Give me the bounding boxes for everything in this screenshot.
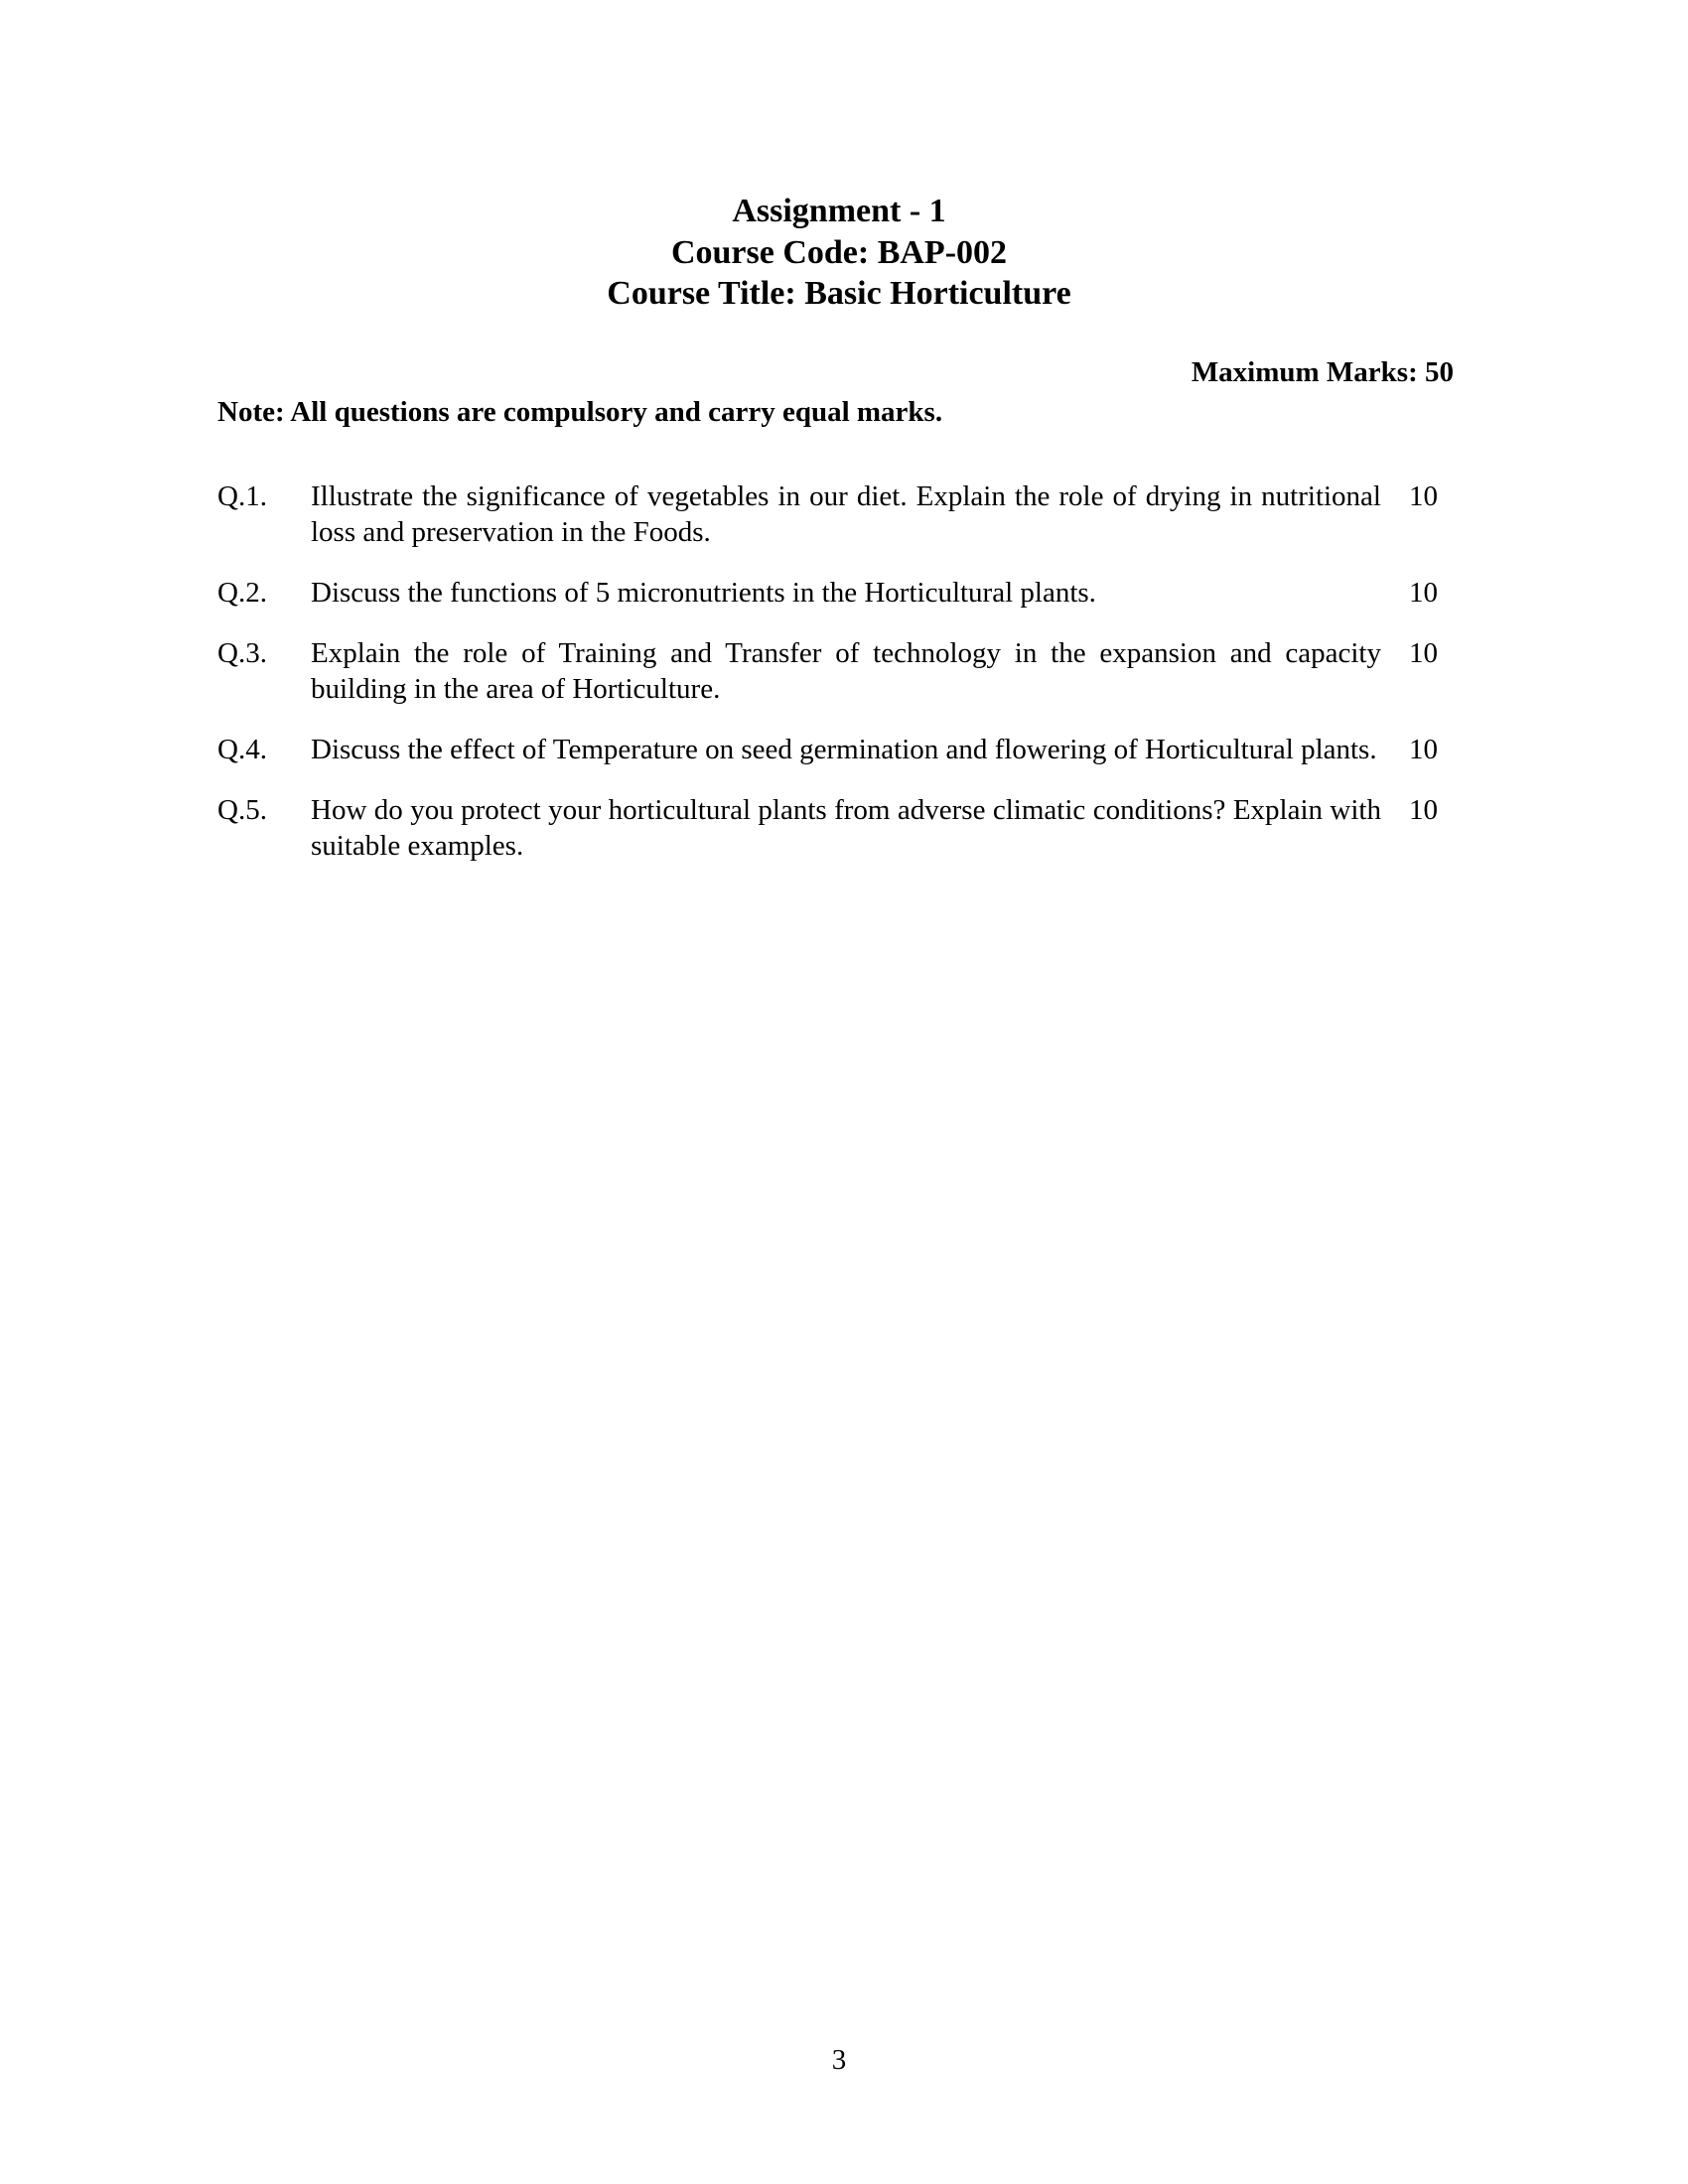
question-marks: 10 xyxy=(1409,794,1438,826)
question-marks: 10 xyxy=(1409,480,1438,512)
question-item xyxy=(217,478,1449,550)
question-number: Q.2. xyxy=(217,577,267,609)
question-marks: 10 xyxy=(1409,577,1438,609)
question-marks: 10 xyxy=(1409,734,1438,765)
question-item xyxy=(217,792,1449,864)
page-number: 3 xyxy=(831,2044,847,2076)
question-number: Q.4. xyxy=(217,734,267,765)
question-list xyxy=(217,478,1449,888)
assignment-title: Assignment - 1 xyxy=(732,193,946,229)
question-item xyxy=(217,575,1449,611)
question-number: Q.1. xyxy=(217,480,267,512)
question-marks: 10 xyxy=(1409,637,1438,669)
question-number: Q.5. xyxy=(217,794,267,826)
question-text: Discuss the functions of 5 micronutrients in the Horticultural plants. xyxy=(311,577,1096,609)
course-title: Course Title: Basic Horticulture xyxy=(607,275,1071,312)
question-number: Q.3. xyxy=(217,637,267,669)
question-text: Explain the role of Training and Transfer of technology in the expansion and capacity building in the area of Horticulture. xyxy=(311,637,1381,705)
maximum-marks: Maximum Marks: 50 xyxy=(1191,356,1454,388)
question-text: Discuss the effect of Temperature on seed germination and flowering of Horticultural plants. xyxy=(311,734,1377,765)
instructions-note: Note: All questions are compulsory and carry equal marks. xyxy=(217,396,943,428)
course-code: Course Code: BAP-002 xyxy=(670,233,1008,271)
question-text: Illustrate the significance of vegetables in our diet. Explain the role of drying in nutritional loss and preservation in the Foods. xyxy=(311,480,1381,548)
question-text: How do you protect your horticultural plants from adverse climatic conditions? Explain with suitable examples. xyxy=(311,794,1381,862)
document-header xyxy=(0,191,1678,315)
question-item xyxy=(217,635,1449,707)
question-item xyxy=(217,732,1449,767)
